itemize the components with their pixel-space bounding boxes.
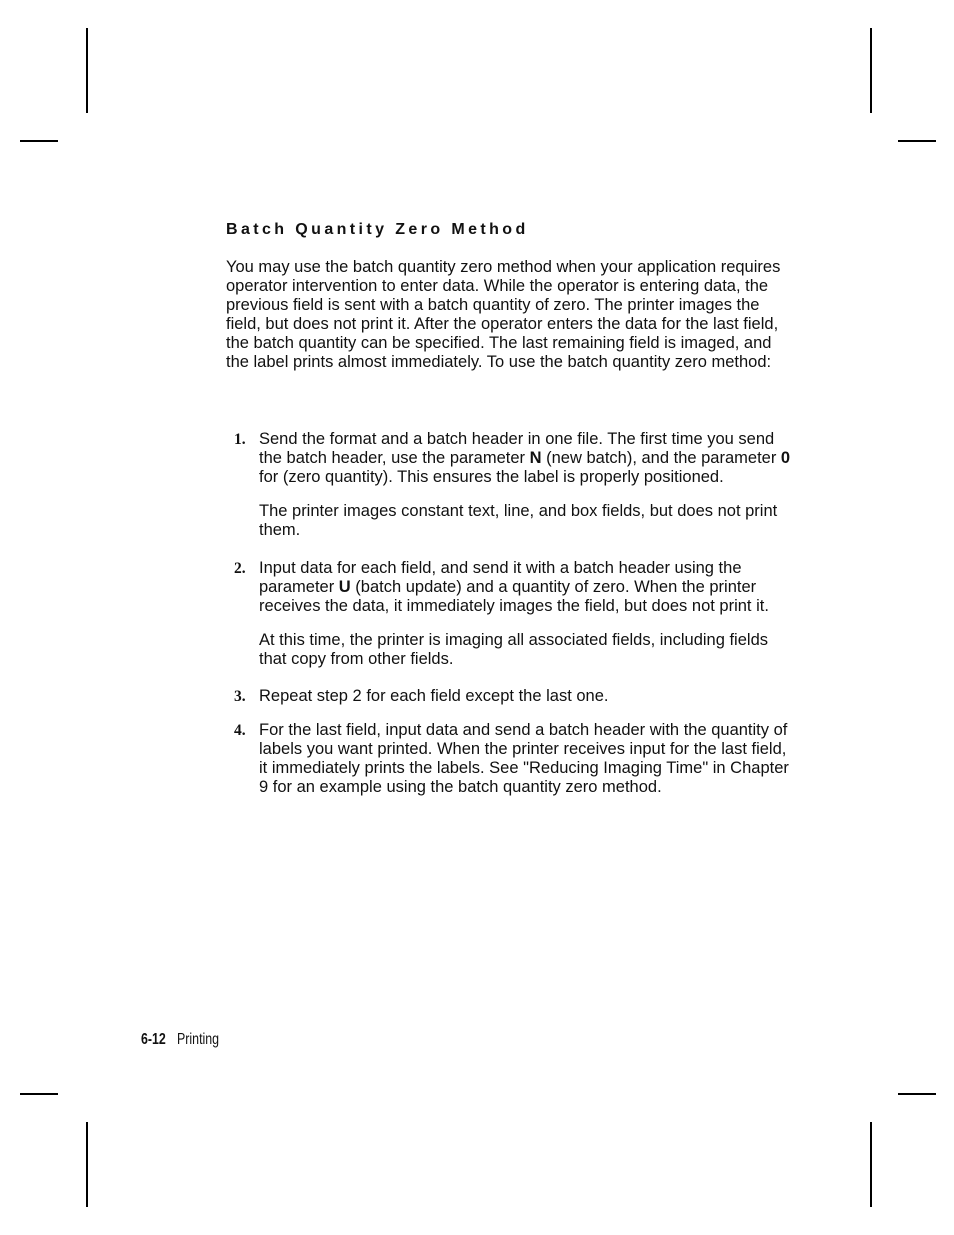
step-number: 4. [234,722,246,739]
step-number: 1. [234,431,246,448]
crop-mark-bottom-right-vertical [870,1122,872,1207]
step-text: Send the format and a batch header in one file. The first time you send the batch header, use the parameter N (new batch), and the parameter 0 for (zero quantity). This ensures the label is properly positioned. [259,430,791,486]
section-name: Printing [177,1031,220,1048]
crop-mark-top-right-horizontal [898,140,936,142]
step-note: The printer images constant text, line, and box fields, but does not print them. [259,502,778,539]
list-item [226,559,796,669]
parameter-code: 0 [780,449,791,467]
page-footer [141,1031,219,1049]
crop-mark-bottom-left-horizontal [20,1093,58,1095]
list-item [226,721,796,797]
step-number: 3. [234,688,246,705]
crop-mark-top-right-vertical [870,28,872,113]
intro-paragraph: You may use the batch quantity zero method when your application requires operator intervention to enter data. While the operator is entering data, the previous field is sent with a batch quantity of zero. The printer images the field, but does not print it. After the operator enters the data for the last field, the batch quantity can be specified. The last remaining field is imaged, and the label prints almost immediately. To use the batch quantity zero method: [226,258,781,371]
crop-mark-bottom-left-vertical [86,1122,88,1207]
parameter-code: N [529,449,542,467]
step-text: For the last field, input data and send a batch header with the quantity of labels you want printed. When the printer receives input for the last field, it immediately prints the labels. See "Reducing Imaging Time" in Chapter 9 for an example using the batch quantity zero method. [259,721,789,796]
list-item [226,687,796,706]
crop-mark-top-left-vertical [86,28,88,113]
steps-list [226,430,796,797]
step-number: 2. [234,560,246,577]
parameter-code: U [338,578,351,596]
section-heading: Batch Quantity Zero Method [226,221,529,238]
crop-mark-bottom-right-horizontal [898,1093,936,1095]
step-text: Input data for each field, and send it with a batch header using the parameter U (batch update) and a quantity of zero. When the printer receives the data, it immediately images the field, but does not print it. [259,559,769,615]
step-text: Repeat step 2 for each field except the last one. [259,687,609,705]
crop-mark-top-left-horizontal [20,140,58,142]
step-note: At this time, the printer is imaging all associated fields, including fields that copy from other fields. [259,631,768,668]
page-number: 6-12 [141,1031,166,1048]
list-item [226,430,796,540]
